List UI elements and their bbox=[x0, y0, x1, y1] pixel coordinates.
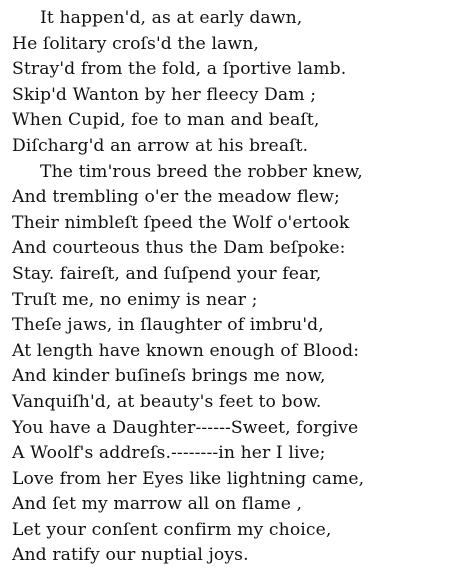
poem-line: Truſt me, no enimy is near ; bbox=[12, 289, 258, 310]
poem-line: And kinder buſineſs brings me now, bbox=[12, 366, 326, 387]
poem-line: Vanquiſh'd, at beauty's feet to bow. bbox=[12, 391, 322, 412]
poem-line: When Cupid, foe to man and beaſt, bbox=[12, 110, 320, 131]
poem-line: Let your conſent confirm my choice, bbox=[12, 519, 332, 540]
poem-line: And trembling o'er the meadow flew; bbox=[12, 187, 340, 208]
poem-line: And ratify our nuptial joys. bbox=[12, 545, 249, 566]
poem-text bbox=[0, 6, 459, 569]
poem-line: Skip'd Wanton by her fleecy Dam ; bbox=[12, 84, 317, 105]
poem-line: Theſe jaws, in ſlaughter of imbru'd, bbox=[12, 315, 324, 336]
poem-line: And ſet my marrow all on flame , bbox=[12, 494, 303, 515]
poem-line: Love from her Eyes like lightning came, bbox=[12, 468, 365, 489]
poem-line: Stray'd from the fold, a ſportive lamb. bbox=[12, 59, 347, 80]
poem-line: Diſcharg'd an arrow at his breaſt. bbox=[12, 135, 309, 156]
poem-line: The tim'rous breed the robber knew, bbox=[40, 161, 363, 182]
poem-line: And courteous thus the Dam beſpoke: bbox=[12, 238, 346, 259]
poem-line: He ſolitary croſs'd the lawn, bbox=[12, 33, 259, 54]
poem-line: At length have known enough of Blood: bbox=[12, 340, 360, 361]
poem-line: You have a Daughter------Sweet, forgive bbox=[12, 417, 359, 438]
poem-line: Their nimbleſt ſpeed the Wolf o'ertook bbox=[12, 212, 350, 233]
poem-line: A Woolf's addreſs.--------in her I live; bbox=[12, 443, 326, 464]
poem-line: It happen'd, as at early dawn, bbox=[40, 8, 303, 28]
poem-line: Stay. faireſt, and ſuſpend your fear, bbox=[12, 263, 322, 284]
